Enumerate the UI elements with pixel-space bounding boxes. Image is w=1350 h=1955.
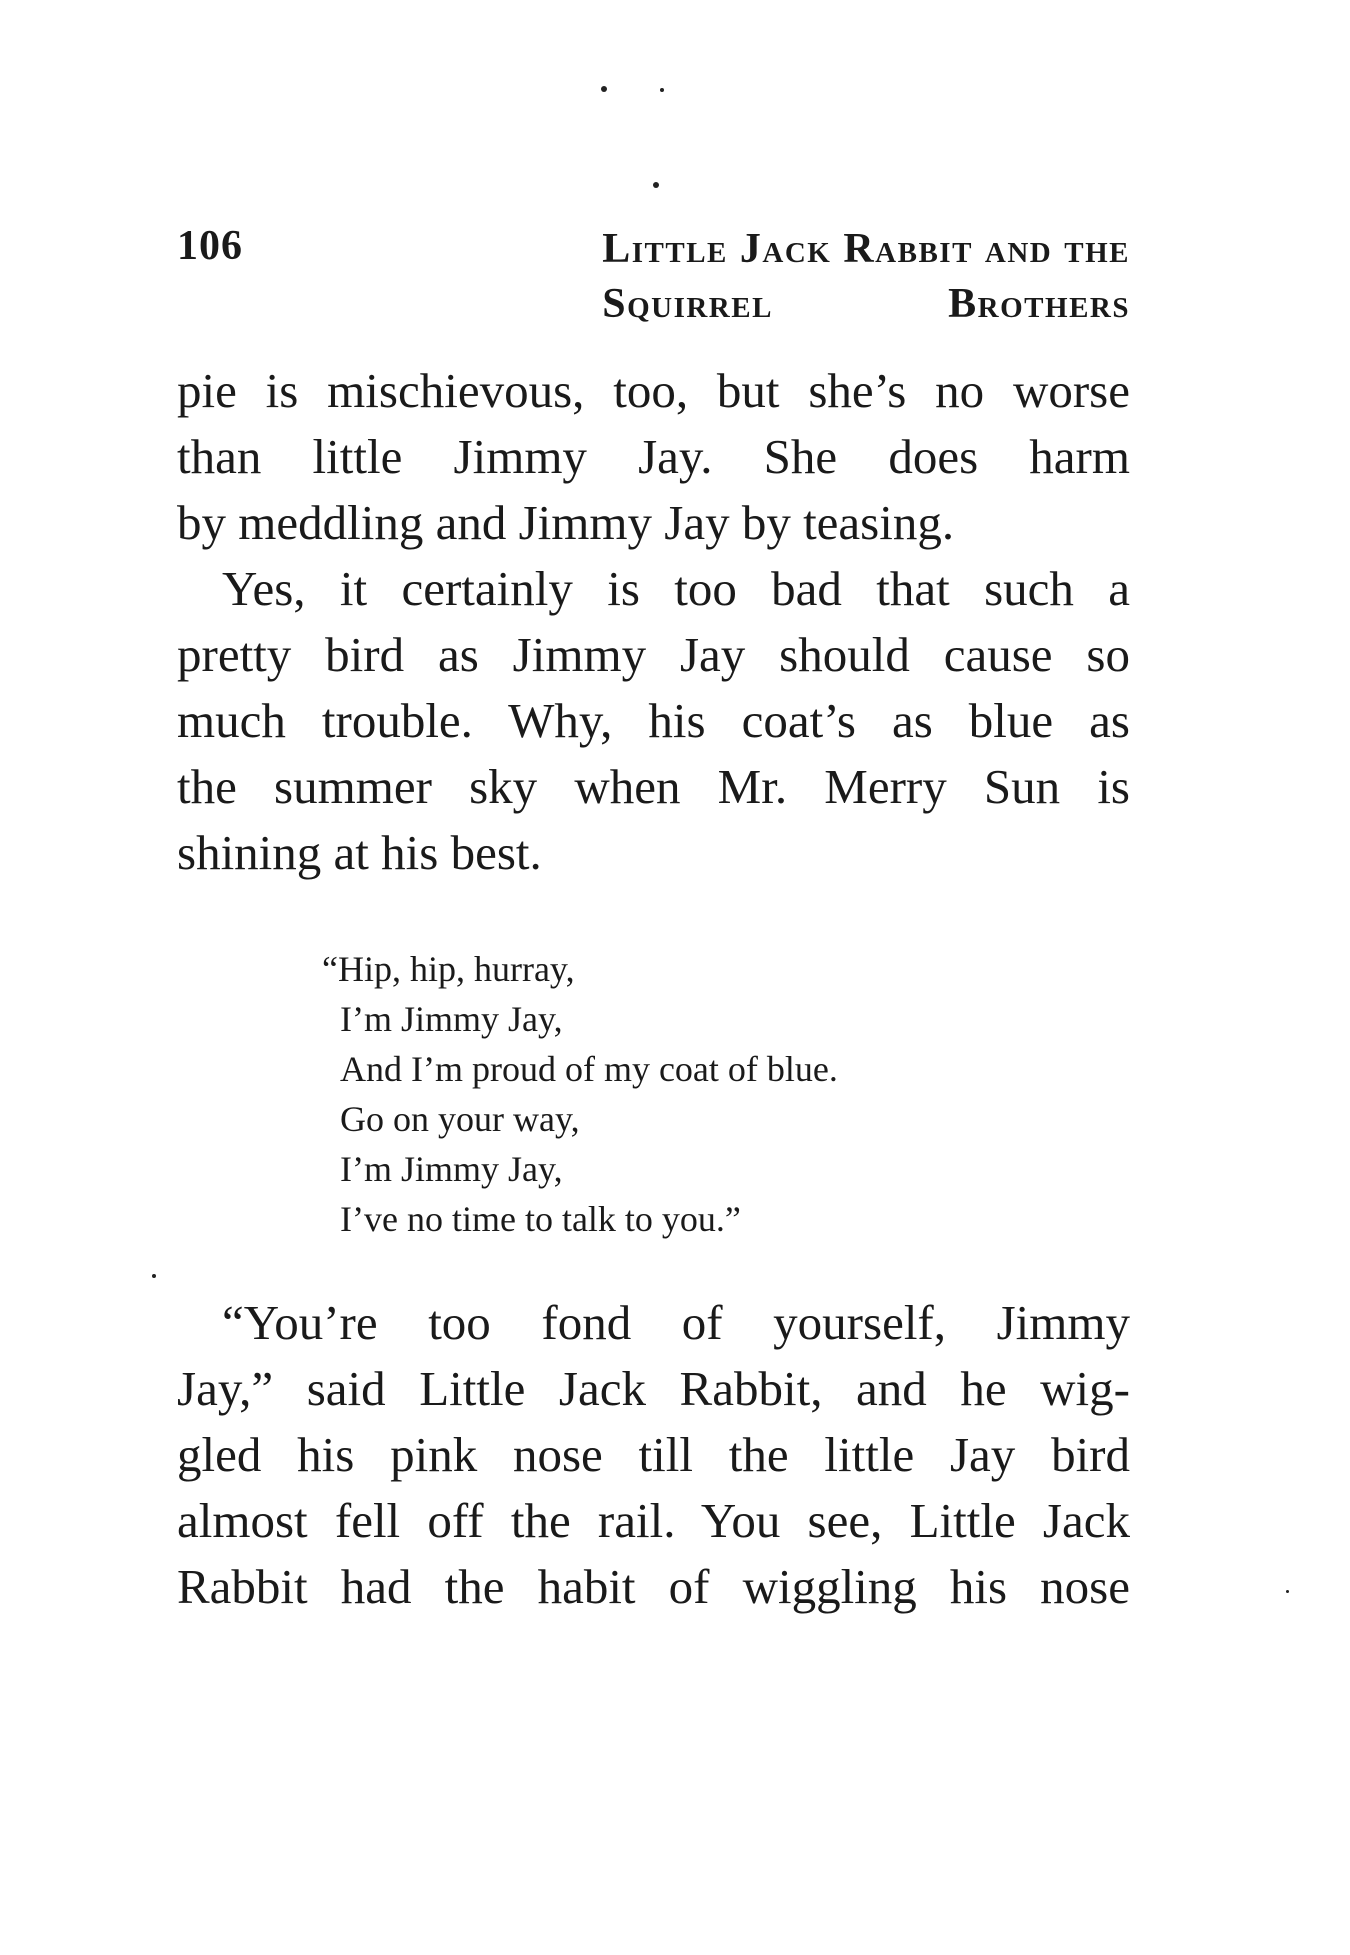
text-line: by meddling and Jimmy Jay by teasing. <box>177 495 955 550</box>
text-line: much trouble. Why, his coat’s as blue as <box>177 693 1130 748</box>
paragraph <box>177 556 1130 886</box>
text-line: almost fell off the rail. You see, Little Jack <box>177 1493 1130 1548</box>
ink-speck <box>152 1274 156 1278</box>
running-head-line-2: Squirrel Brothers <box>602 281 1130 327</box>
verse-line: Go on your way, <box>340 1099 580 1139</box>
verse-line: “Hip, hip, hurray, <box>322 949 575 989</box>
text-line: pretty bird as Jimmy Jay should cause so <box>177 627 1130 682</box>
ink-speck <box>601 86 607 92</box>
verse-line: I’m Jimmy Jay, <box>340 999 563 1039</box>
page-number: 106 <box>177 223 243 269</box>
ink-speck <box>653 182 659 188</box>
text-line: gled his pink nose till the little Jay bird <box>177 1427 1130 1482</box>
text-line: shining at his best. <box>177 825 542 880</box>
text-line: Jay,” said Little Jack Rabbit, and he wig- <box>177 1361 1130 1416</box>
text-line: “You’re too fond of yourself, Jimmy <box>222 1295 1130 1350</box>
running-head <box>602 222 1130 332</box>
text-line: Rabbit had the habit of wiggling his nose <box>177 1559 1130 1614</box>
verse-line: I’ve no time to talk to you.” <box>340 1199 741 1239</box>
text-line: than little Jimmy Jay. She does harm <box>177 429 1130 484</box>
ink-speck <box>660 88 664 92</box>
running-head-line-1: Little Jack Rabbit and the <box>602 226 1130 272</box>
text-line: the summer sky when Mr. Merry Sun is <box>177 759 1130 814</box>
paragraph <box>177 1290 1130 1620</box>
paragraph-continued <box>177 358 1130 556</box>
ink-speck <box>1286 1590 1289 1593</box>
verse-line: I’m Jimmy Jay, <box>340 1149 563 1189</box>
verse <box>322 944 838 1244</box>
text-line: Yes, it certainly is too bad that such a <box>222 561 1130 616</box>
verse-line: And I’m proud of my coat of blue. <box>340 1049 838 1089</box>
text-line: pie is mischievous, too, but she’s no worse <box>177 363 1130 418</box>
